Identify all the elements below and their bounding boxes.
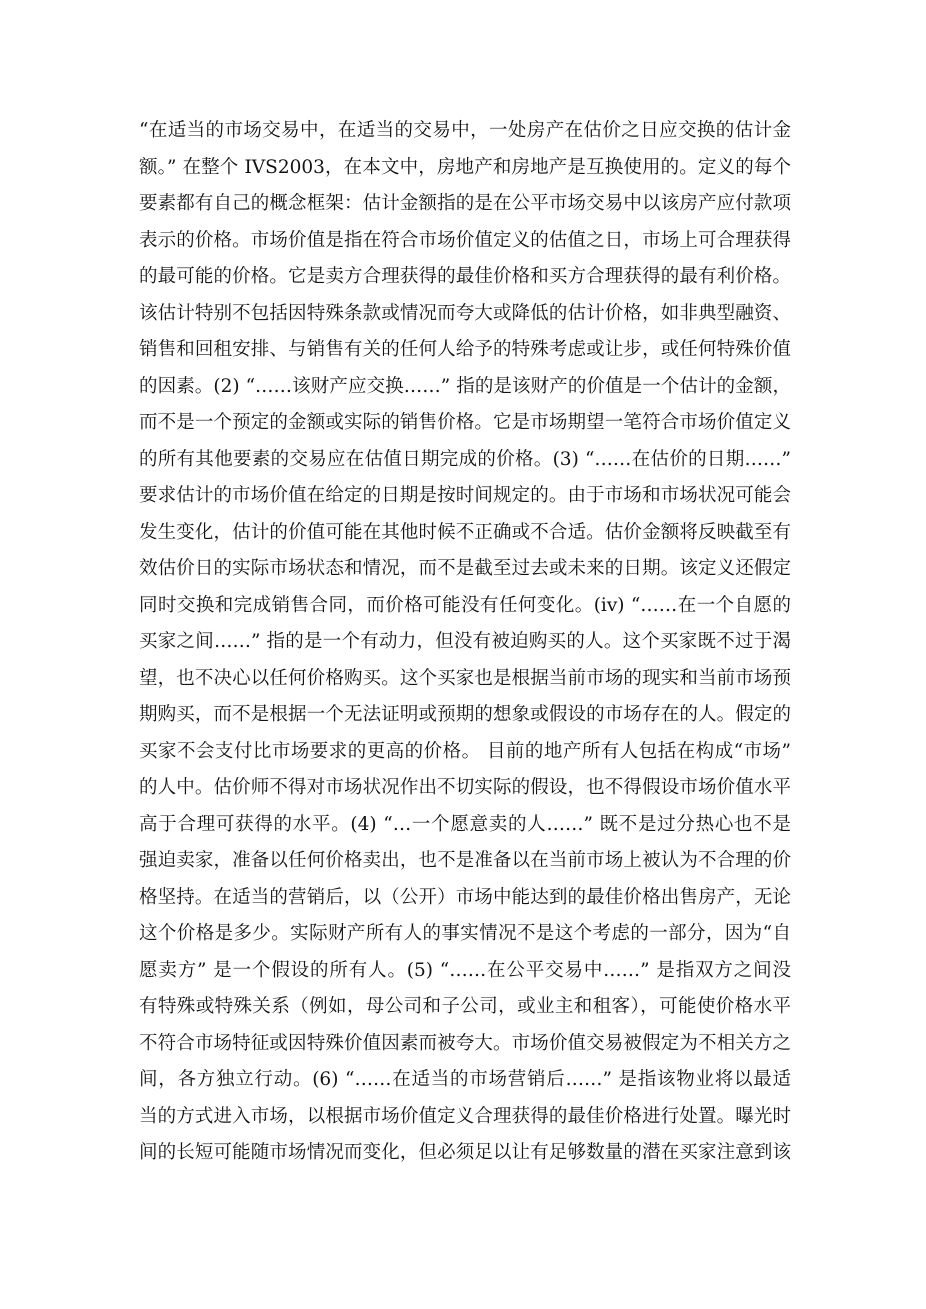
text-line: 格坚持。在适当的营销后，以（公开）市场中能达到的最佳价格出售房产，无论: [139, 886, 791, 908]
text-line: 强迫卖家，准备以任何价格卖出，也不是准备以在当前市场上被认为不合理的价: [139, 850, 791, 871]
text-line: 该估计特别不包括因特殊条款或情况而夸大或降低的估计价格，如非典型融资、: [139, 302, 791, 324]
text-line: 要求估计的市场价值在给定的日期是按时间规定的。由于市场和市场状况可能会: [139, 485, 791, 506]
text-line: 有特殊或特殊关系（例如，母公司和子公司，或业主和租客），可能使价格水平: [139, 996, 791, 1017]
text-line: 期购买，而不是根据一个无法证明或预期的想象或假设的市场存在的人。假定的: [139, 704, 791, 725]
text-line: 买家不会支付比市场要求的更高的价格。 目前的地产所有人包括在构成“市场”: [139, 740, 791, 762]
text-line: “在适当的市场交易中，在适当的交易中，一处房产在估价之日应交换的估计金: [139, 120, 791, 141]
text-line: 额。” 在整个 IVS2003，在本文中，房地产和房地产是互换使用的。定义的每个: [139, 156, 791, 178]
text-line: 间，各方独立行动。(6) “……在适当的市场营销后……” 是指该物业将以最适: [139, 1069, 791, 1090]
text-line: 的人中。估价师不得对市场状况作出不切实际的假设，也不得假设市场价值水平: [139, 777, 791, 798]
text-line: 要素都有自己的概念框架：估计金额指的是在公平市场交易中以该房产应付款项: [139, 193, 791, 214]
text-line: 这个价格是多少。实际财产所有人的事实情况不是这个考虑的一部分，因为“自: [139, 923, 791, 944]
text-line: 高于合理可获得的水平。(4) “…一个愿意卖的人……” 既不是过分热心也不是: [139, 813, 791, 835]
text-line: 望，也不决心以任何价格购买。这个买家也是根据当前市场的现实和当前市场预: [139, 667, 791, 689]
text-line: 效估价日的实际市场状态和情况，而不是截至过去或未来的日期。该定义还假定: [139, 558, 791, 579]
text-line: 间的长短可能随市场情况而变化，但必须足以让有足够数量的潜在买家注意到该: [139, 1142, 791, 1163]
text-line: 同时交换和完成销售合同，而价格可能没有任何变化。(iv) “……在一个自愿的: [139, 594, 791, 616]
text-line: 而不是一个预定的金额或实际的销售价格。它是市场期望一笔符合市场价值定义: [139, 412, 791, 433]
paragraph-text-block: [139, 113, 791, 1172]
text-line: 的最可能的价格。它是卖方合理获得的最佳价格和买方合理获得的最有利价格。: [139, 266, 791, 287]
text-line: 愿卖方” 是一个假设的所有人。(5) “……在公平交易中……” 是指双方之间没: [139, 959, 791, 981]
text-line: 当的方式进入市场，以根据市场价值定义合理获得的最佳价格进行处置。曝光时: [139, 1105, 791, 1127]
text-line: 表示的价格。市场价值是指在符合市场价值定义的估值之日，市场上可合理获得: [139, 229, 791, 251]
text-line: 销售和回租安排、与销售有关的任何人给予的特殊考虑或让步，或任何特殊价值: [139, 339, 791, 360]
text-line: 不符合市场特征或因特殊价值因素而被夸大。市场价值交易被假定为不相关方之: [139, 1032, 791, 1054]
text-line: 发生变化，估计的价值可能在其他时候不正确或不合适。估价金额将反映截至有: [139, 521, 791, 543]
text-line: 的因素。(2) “……该财产应交换……” 指的是该财产的价值是一个估计的金额，: [139, 375, 791, 397]
text-line: 买家之间……” 指的是一个有动力，但没有被迫购买的人。这个买家既不过于渴: [139, 631, 791, 652]
text-line: 的所有其他要素的交易应在估值日期完成的价格。(3) “……在估价的日期……”: [139, 448, 791, 470]
